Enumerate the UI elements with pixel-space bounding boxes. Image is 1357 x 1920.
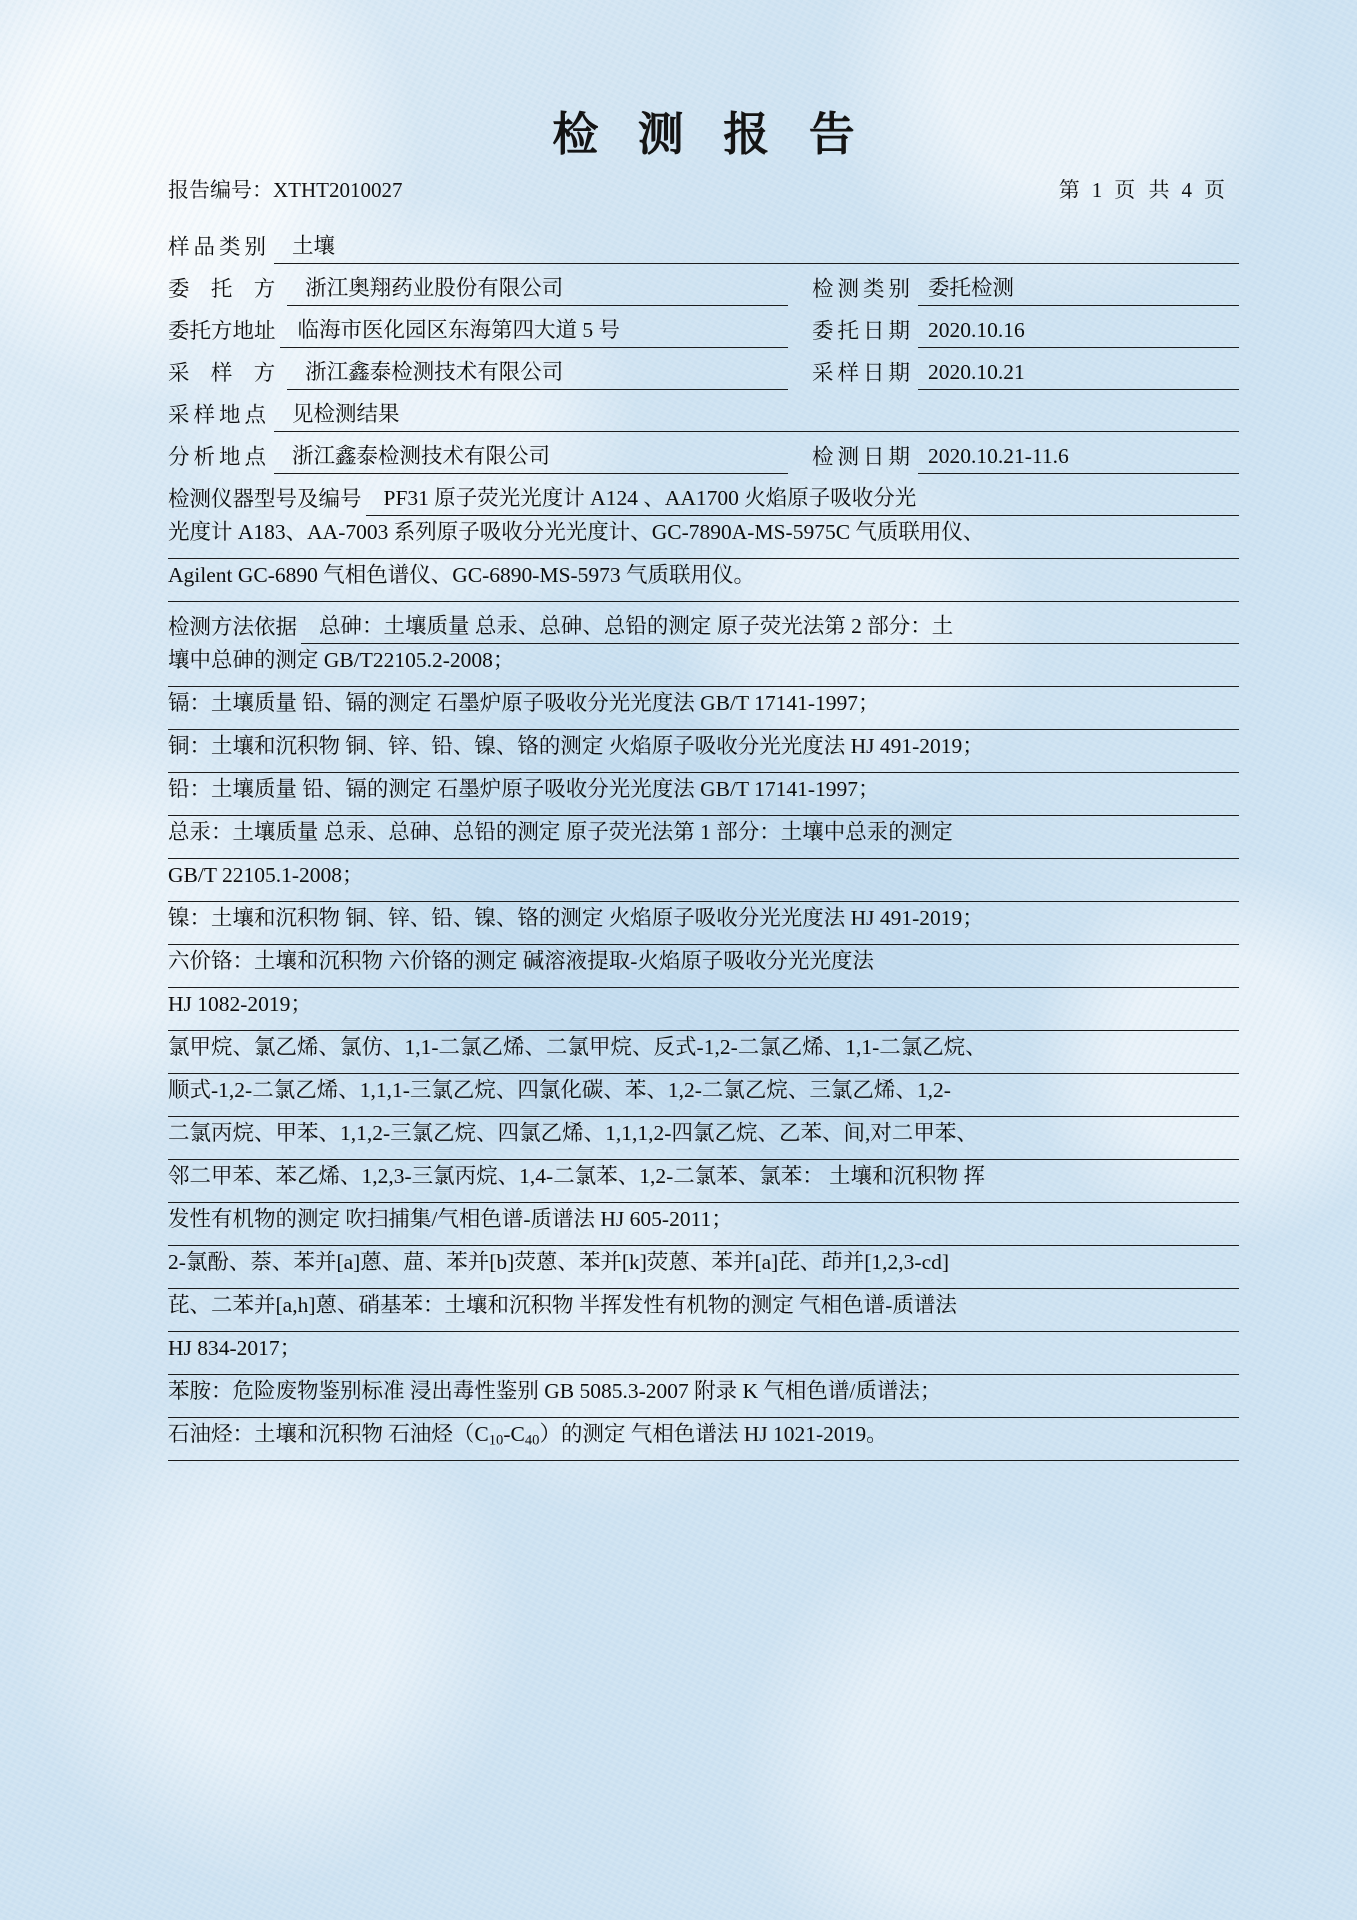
field-value-instrument-line1: PF31 原子荧光光度计 A124 、AA1700 火焰原子吸收分光: [366, 486, 1239, 516]
report-number: [168, 174, 403, 204]
method-line-11: 顺式-1,2-二氯乙烯、1,1,1-三氯乙烷、四氯化碳、苯、1,2-二氯乙烷、三氯乙烯、1,2-: [168, 1078, 1239, 1117]
field-label-entrust-date: 委托日期: [812, 318, 915, 343]
field-value-sampler: 浙江鑫泰检测技术有限公司: [287, 360, 788, 390]
method-line-19-part-a: 石油烃：土壤和沉积物 石油烃（C: [168, 1422, 489, 1446]
field-value-analysis-location: 浙江鑫泰检测技术有限公司: [274, 444, 788, 474]
method-line-14: 发性有机物的测定 吹扫捕集/气相色谱-质谱法 HJ 605-2011；: [168, 1207, 1239, 1246]
field-label-client-address: 委托方地址: [168, 318, 276, 343]
field-value-sample-category: 土壤: [274, 234, 1239, 264]
field-sample-category: [168, 226, 1239, 264]
field-method-basis: [168, 606, 1239, 644]
field-label-sample-category: 样品类别: [168, 234, 271, 259]
method-line-19-sub-1: 10: [488, 1432, 504, 1449]
method-line-15: 2-氯酚、萘、苯并[a]蒽、䓛、苯并[b]荧蒽、苯并[k]荧蒽、苯并[a]芘、茚并[1,2,3-cd]: [168, 1250, 1239, 1289]
page-prefix: 第: [1058, 178, 1084, 202]
method-line-13: 邻二甲苯、苯乙烯、1,2,3-三氯丙烷、1,4-二氯苯、1,2-二氯苯、氯苯： 土壤和沉积物 挥: [168, 1164, 1239, 1203]
report-header-row: [168, 174, 1239, 204]
method-line-17: HJ 834-2017；: [168, 1336, 1239, 1375]
method-line-4: 铅：土壤质量 铅、镉的测定 石墨炉原子吸收分光光度法 GB/T 17141-1997；: [168, 777, 1239, 816]
field-client-address-row: [168, 310, 1239, 348]
method-line-1: 壤中总砷的测定 GB/T22105.2-2008；: [168, 648, 1239, 687]
method-line-19: [168, 1422, 1239, 1461]
method-line-7: 镍：土壤和沉积物 铜、锌、铅、镍、铬的测定 火焰原子吸收分光光度法 HJ 491-2019；: [168, 906, 1239, 945]
field-sampling-location: [168, 394, 1239, 432]
method-line-10: 氯甲烷、氯乙烯、氯仿、1,1-二氯乙烯、二氯甲烷、反式-1,2-二氯乙烯、1,1-二氯乙烷、: [168, 1035, 1239, 1074]
method-line-6: GB/T 22105.1-2008；: [168, 863, 1239, 902]
field-label-client: 委 托 方: [168, 276, 284, 301]
field-sampler-row: [168, 352, 1239, 390]
field-instrument: [168, 478, 1239, 516]
page-middle: 页 共: [1114, 178, 1174, 202]
report-number-value: XTHT2010027: [273, 178, 403, 202]
method-line-12: 二氯丙烷、甲苯、1,1,2-三氯乙烷、四氯乙烯、1,1,1,2-四氯乙烷、乙苯、间,对二甲苯、: [168, 1121, 1239, 1160]
field-label-sampling-location: 采样地点: [168, 402, 271, 427]
method-line-16: 芘、二苯并[a,h]蒽、硝基苯：土壤和沉积物 半挥发性有机物的测定 气相色谱-质谱法: [168, 1293, 1239, 1332]
method-line-9: HJ 1082-2019；: [168, 992, 1239, 1031]
field-label-method-basis: 检测方法依据: [168, 614, 298, 639]
report-number-label: 报告编号：: [168, 178, 273, 202]
field-value-instrument-line3: Agilent GC-6890 气相色谱仪、GC-6890-MS-5973 气质联用仪。: [168, 563, 1239, 602]
method-line-3: 铜：土壤和沉积物 铜、锌、铅、镍、铬的测定 火焰原子吸收分光光度法 HJ 491-2019；: [168, 734, 1239, 773]
page-suffix: 页: [1204, 178, 1229, 202]
field-label-test-date: 检测日期: [812, 444, 915, 469]
method-line-2: 镉：土壤质量 铅、镉的测定 石墨炉原子吸收分光光度法 GB/T 17141-1997；: [168, 691, 1239, 730]
method-line-5: 总汞：土壤质量 总汞、总砷、总铅的测定 原子荧光法第 1 部分：土壤中总汞的测定: [168, 820, 1239, 859]
field-value-sampling-location: 见检测结果: [274, 402, 1239, 432]
field-value-test-type: 委托检测: [918, 276, 1239, 306]
field-client-row: [168, 268, 1239, 306]
field-value-client: 浙江奥翔药业股份有限公司: [287, 276, 788, 306]
field-label-sampling-date: 采样日期: [812, 360, 915, 385]
field-value-instrument-line2: 光度计 A183、AA-7003 系列原子吸收分光光度计、GC-7890A-MS-5975C 气质联用仪、: [168, 520, 1239, 559]
form-fields: [168, 226, 1239, 1461]
field-value-sampling-date: 2020.10.21: [918, 360, 1239, 390]
method-line-19-sub-2: 40: [524, 1432, 540, 1449]
page-total: 4: [1181, 178, 1196, 202]
field-value-test-date: 2020.10.21-11.6: [918, 444, 1239, 474]
field-label-sampler: 采 样 方: [168, 360, 284, 385]
method-line-8: 六价铬：土壤和沉积物 六价铬的测定 碱溶液提取-火焰原子吸收分光光度法: [168, 949, 1239, 988]
field-label-instrument: 检测仪器型号及编号: [168, 486, 362, 511]
field-label-analysis-location: 分析地点: [168, 444, 271, 469]
method-line-18: 苯胺：危险废物鉴别标准 浸出毒性鉴别 GB 5085.3-2007 附录 K 气相色谱/质谱法；: [168, 1379, 1239, 1418]
field-label-test-type: 检测类别: [812, 276, 915, 301]
field-value-client-address: 临海市医化园区东海第四大道 5 号: [280, 318, 788, 348]
method-line-19-part-b: -C: [503, 1422, 525, 1446]
method-line-19-part-c: ）的测定 气相色谱法 HJ 1021-2019。: [539, 1422, 888, 1446]
page-number: 1: [1091, 178, 1107, 202]
page-title: 检 测 报 告: [552, 109, 869, 160]
method-line-0: 总砷：土壤质量 总汞、总砷、总铅的测定 原子荧光法第 2 部分：土: [301, 614, 1239, 644]
field-value-entrust-date: 2020.10.16: [918, 318, 1239, 348]
field-analysis-location-row: [168, 436, 1239, 474]
page-indicator: [1059, 174, 1229, 204]
